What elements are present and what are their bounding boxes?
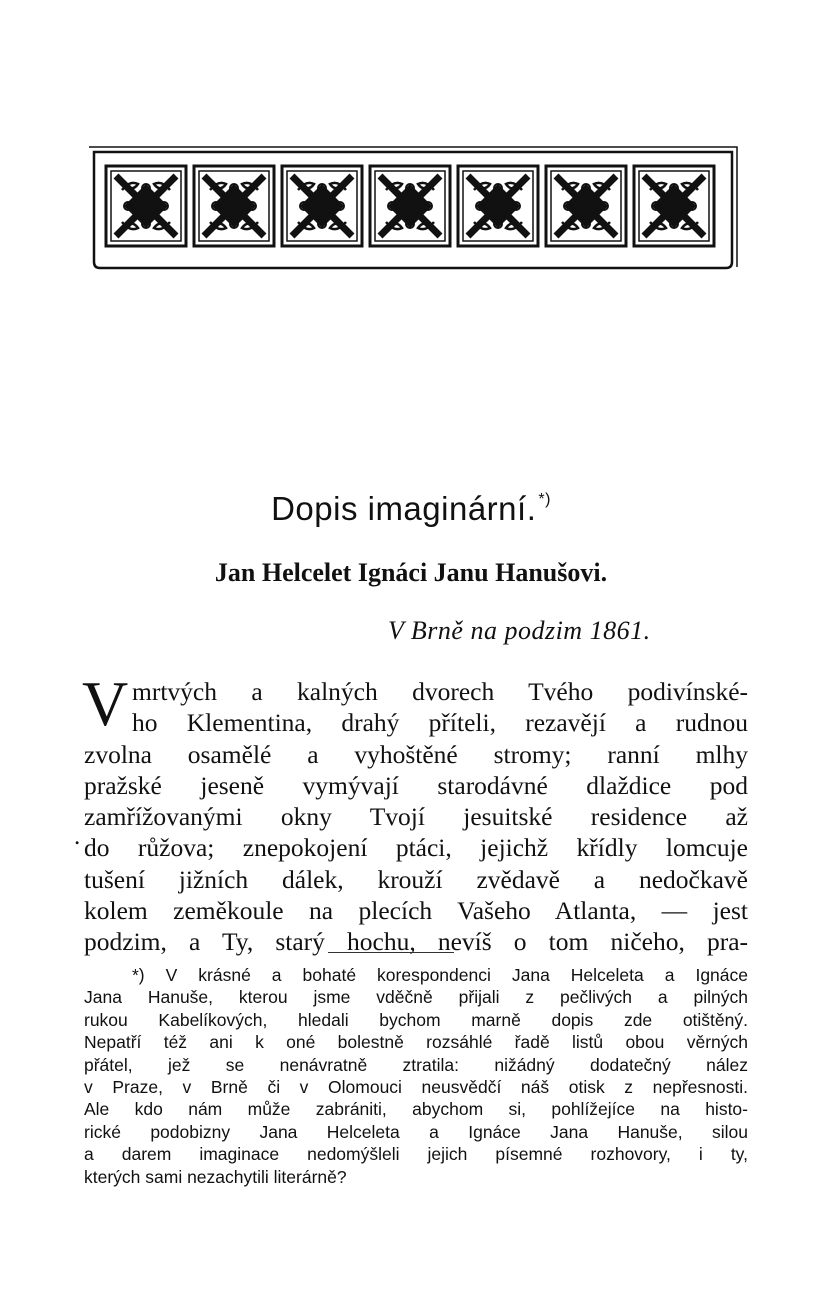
body-line: kolem zeměkoule na plecích Vašeho Atlanta, — jest <box>84 896 748 926</box>
body-line: tušení jižních dálek, krouží zvědavě a nedočkavě <box>84 864 748 894</box>
body-line: pražské jeseně vymývají starodávné dlaždice pod <box>84 770 748 800</box>
footnote-line: Nepatří též ani k oné bolestně rozsáhlé řadě listů obou věrných <box>84 1032 748 1053</box>
dateline: V Brně na podzim 1861. <box>388 616 651 645</box>
footnote-line: v Praze, v Brně či v Olomouci neusvědčí náš otisk z nepřesnosti. <box>84 1076 748 1097</box>
margin-dot: . <box>74 823 81 850</box>
footnote <box>84 964 748 1188</box>
footnote-divider <box>328 952 454 953</box>
page-title <box>0 490 822 528</box>
footnote-line: Jana Hanuše, kterou jsme vděčně přijali z pečlivých a pilných <box>84 987 748 1008</box>
body-line: do růžova; znepokojení ptáci, jejichž křídly lomcuje <box>84 833 748 863</box>
subtitle: Jan Helcelet Ignáci Janu Hanušovi. <box>214 558 608 587</box>
body-line: zamřížovanými okny Tvojí jesuitské residence až <box>84 802 748 832</box>
body-line: ho Klementina, drahý příteli, rezavějí a rudnou <box>132 708 748 738</box>
drop-cap: V <box>82 668 129 739</box>
body-line: zvolna osamělé a vyhoštěné stromy; ranní mlhy <box>84 739 748 769</box>
footnote-line: Ale kdo nám může zabrániti, abychom si, pohlížejíce na histo- <box>84 1099 748 1120</box>
footnote-line: rukou Kabelíkových, hledali bychom marně dopis zde otištěný. <box>84 1009 748 1030</box>
footnote-line: a darem imaginace nedomýšleli jejich písemné rozhovory, i ty, <box>84 1144 748 1165</box>
body-text <box>74 668 748 958</box>
body-line: podzim, a Ty, starý hochu, nevíš o tom ničeho, pra- <box>84 927 748 957</box>
body-line: mrtvých a kalných dvorech Tvého podivínské- <box>132 677 748 706</box>
footnote-line: rické podobizny Jana Helceleta a Ignáce Jana Hanuše, silou <box>84 1121 748 1142</box>
title-footnote-mark: *) <box>538 491 551 508</box>
footnote-line: *) V krásné a bohaté korespondenci Jana Helceleta a Ignáce <box>132 965 748 985</box>
title-text: Dopis imaginární. <box>271 490 537 527</box>
decorative-ornament-band <box>88 146 738 271</box>
footnote-line: kterých sami nezachytili literárně? <box>84 1166 347 1187</box>
footnote-line: přátel, jež se nenávratně ztratila: nižádný dodatečný nález <box>84 1054 748 1075</box>
